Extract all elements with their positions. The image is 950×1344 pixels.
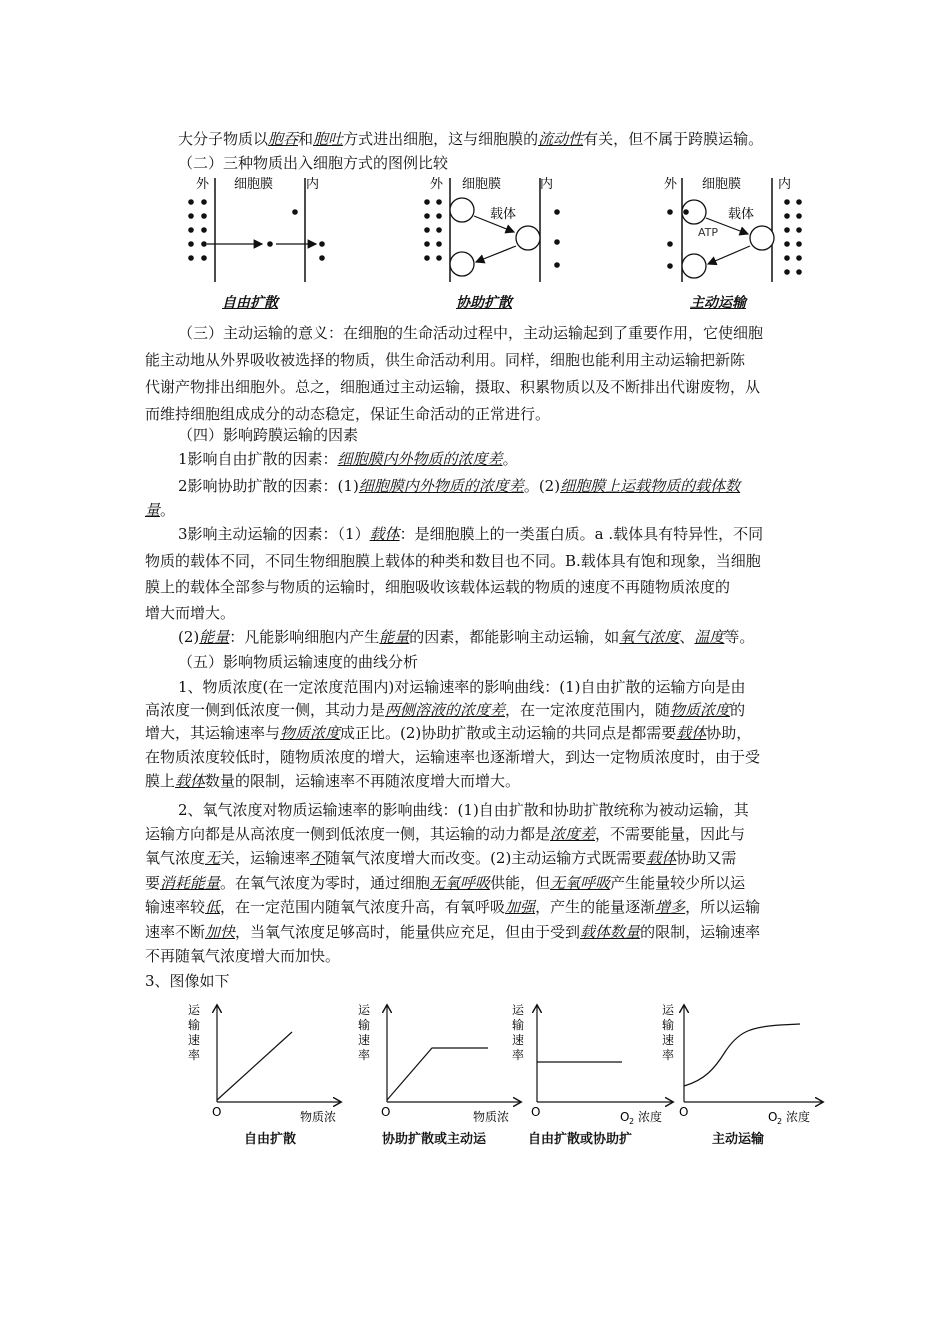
o2-subscript: 2 [777, 1117, 783, 1125]
graph-label-2: 协助扩散或主动运 [382, 1132, 487, 1147]
text: 成正比。(2)协助扩散或主动运输的共同点是都需要 [340, 724, 677, 742]
text: 的因素，都能影响主动运输，如 [409, 628, 620, 646]
text: ，当氧气浓度足够高时，能量供应充足，但由于受到 [235, 923, 581, 941]
y-label: 输 [512, 1018, 525, 1032]
heading-section-2: （二）三种物质出入细胞方式的图例比较 [178, 154, 449, 172]
text: 高浓度一侧到低浓度一侧，其动力是 [145, 701, 386, 719]
origin: O [531, 1105, 541, 1119]
curve2-line2 [145, 824, 745, 844]
text: 氧气浓度 [145, 849, 206, 867]
factor-3-line3: 膜上的载体全部参与物质的运输时，细胞吸收该载体运载的物质的速度不再随物质浓度的 [145, 578, 731, 596]
text: ：是细胞膜上的一类蛋白质。a .载体具有特异性，不同 [399, 525, 764, 543]
free-diffusion-diagram [188, 176, 325, 282]
keyword: 细胞膜内外物质的浓度差 [337, 450, 503, 468]
curve2-line5 [145, 897, 760, 917]
text: 方式进出细胞，这与细胞膜的 [343, 130, 539, 148]
caption-active-transport: 主动运输 [690, 295, 746, 311]
y-label: 运 [512, 1003, 525, 1017]
text: 产生能量较少所以运 [610, 874, 746, 892]
y-label: 率 [662, 1048, 675, 1062]
keyword: 浓度差 [550, 825, 596, 843]
keyword: 载体 [646, 849, 677, 867]
curve1-line4: 在物质浓度较低时，随物质浓度的增大，运输速率也逐渐增大，到达一定物质浓度时，由于受 [145, 748, 761, 766]
o2-symbol: O [620, 1110, 630, 1124]
keyword: 载体 [175, 772, 206, 790]
factor-3-line4: 增大而增大。 [145, 604, 236, 622]
origin: O [679, 1105, 689, 1119]
curve2-line1: 2、氧气浓度对物质运输速率的影响曲线：(1)自由扩散和协助扩散统称为被动运输，其 [178, 801, 749, 819]
heading-section-4: （四）影响跨膜运输的因素 [178, 426, 359, 444]
keyword: 温度 [694, 628, 725, 646]
carrier-label: 载体 [490, 207, 517, 222]
origin: O [381, 1105, 391, 1119]
o2-subscript: 2 [629, 1117, 635, 1125]
text: 的 [730, 701, 746, 719]
y-label: 输 [358, 1018, 371, 1032]
curve2-line3 [145, 848, 736, 868]
y-label: 速 [358, 1033, 371, 1047]
graph-label-3: 自由扩散或协助扩 [528, 1132, 633, 1147]
keyword: 加快 [205, 923, 236, 941]
graph-facilitated-active [358, 1003, 520, 1124]
curve1-line2 [145, 700, 745, 720]
section3-line4: 而维持细胞组成成分的动态稳定，保证生命活动的正常进行。 [145, 405, 551, 423]
graph-passive-o2 [512, 1003, 675, 1125]
text: 。 [502, 450, 518, 468]
section-3-graphs-title: 3、图像如下 [145, 972, 230, 990]
keyword: 量 [145, 501, 161, 519]
text: 输速率较 [145, 898, 206, 916]
text: ，在一定浓度范围内，随 [505, 701, 671, 719]
y-label: 率 [188, 1048, 201, 1062]
x-label: 浓度 [638, 1110, 663, 1124]
text: ，不需要能量，因此与 [595, 825, 746, 843]
transport-comparison-figure [0, 172, 950, 312]
factor-3 [178, 524, 763, 544]
text: ，在一定范围内随氧气浓度升高，有氧呼吸 [220, 898, 506, 916]
caption-free-diffusion: 自由扩散 [222, 295, 278, 311]
curve1-line3 [145, 723, 751, 743]
keyword-endocytosis: 胞吞 [268, 130, 299, 148]
keyword: 物质浓度 [670, 701, 731, 719]
text: 随氧气浓度增大而改变。(2)主动运输方式既需要 [325, 849, 647, 867]
text: 。(2) [523, 477, 561, 495]
keyword: 无氧呼吸 [550, 874, 611, 892]
curve2-line6 [145, 922, 760, 942]
keyword: 无氧呼吸 [430, 874, 491, 892]
rate-graphs-figure [0, 1000, 950, 1125]
text: ，所以运输 [685, 898, 761, 916]
x-label: 物质浓 [473, 1110, 510, 1124]
facilitated-diffusion-diagram [424, 176, 560, 282]
y-label: 输 [662, 1018, 675, 1032]
rate-curve [217, 1032, 292, 1100]
rate-curve [387, 1048, 488, 1100]
text: 的限制，运输速率 [640, 923, 761, 941]
y-label: 运 [188, 1003, 201, 1017]
origin: O [212, 1105, 222, 1119]
text: ：凡能影响细胞内产生 [229, 628, 380, 646]
factor-2-cont [145, 500, 175, 520]
text: 关，运输速率 [220, 849, 311, 867]
keyword: 增多 [655, 898, 686, 916]
y-label: 速 [188, 1033, 201, 1047]
heading-section-5: （五）影响物质运输速度的曲线分析 [178, 653, 419, 671]
keyword: 细胞膜内外物质的浓度差 [358, 477, 524, 495]
text: 要 [145, 874, 161, 892]
y-label: 率 [358, 1048, 371, 1062]
y-label: 运 [662, 1003, 675, 1017]
factor-1 [178, 449, 518, 469]
text: 数量的限制，运输速率不再随浓度增大而增大。 [205, 772, 521, 790]
active-transport-diagram [664, 176, 802, 282]
factor-2 [178, 476, 740, 496]
text: 协助， [706, 724, 752, 742]
keyword: 能量 [199, 628, 230, 646]
text: 有关，但不属于跨膜运输。 [583, 130, 764, 148]
text: 2影响协助扩散的因素：(1) [178, 477, 359, 495]
outside-label: 外 [196, 177, 210, 192]
curve1-line5 [145, 771, 520, 791]
keyword: 无 [205, 849, 221, 867]
graph-label-4: 主动运输 [712, 1132, 765, 1147]
keyword: 低 [205, 898, 221, 916]
keyword: 能量 [379, 628, 410, 646]
text: 、 [679, 628, 695, 646]
y-label: 运 [358, 1003, 371, 1017]
keyword: 加强 [505, 898, 536, 916]
text: 1影响自由扩散的因素： [178, 450, 338, 468]
section3-line3: 代谢产物排出细胞外。总之，细胞通过主动运输，摄取、积累物质以及不断排出代谢废物，从 [145, 378, 761, 396]
keyword: 载体数量 [580, 923, 641, 941]
text: 等。 [724, 628, 755, 646]
keyword: 载体 [676, 724, 707, 742]
section3-line1: （三）主动运输的意义：在细胞的生命活动过程中，主动运输起到了重要作用，它使细胞 [178, 324, 764, 342]
carrier-label: 载体 [728, 207, 755, 222]
text: 。 [160, 501, 176, 519]
text: 增大，其运输速率与 [145, 724, 281, 742]
text: 膜上 [145, 772, 176, 790]
graph-label-1: 自由扩散 [244, 1132, 297, 1147]
text: (2) [178, 628, 200, 646]
text: 供能，但 [490, 874, 551, 892]
outside-label: 外 [430, 177, 444, 192]
carrier-protein [450, 252, 474, 276]
graph-free-diffusion [188, 1003, 340, 1124]
x-label: 浓度 [786, 1110, 811, 1124]
membrane-label: 细胞膜 [462, 177, 502, 192]
membrane-label: 细胞膜 [702, 177, 742, 192]
y-label: 输 [188, 1018, 201, 1032]
curve1-line1: 1、物质浓度(在一定浓度范围内)对运输速率的影响曲线：(1)自由扩散的运输方向是由 [178, 678, 746, 696]
curve2-line7: 不再随氧气浓度增大而加快。 [145, 947, 341, 965]
o2-symbol: O [768, 1110, 778, 1124]
text: 和 [298, 130, 314, 148]
inside-label: 内 [540, 177, 554, 192]
text: 运输方向都是从高浓度一侧到低浓度一侧，其运输的动力都是 [145, 825, 551, 843]
keyword: 物质浓度 [280, 724, 341, 742]
graph-active-o2 [662, 1003, 822, 1125]
inside-label: 内 [778, 177, 792, 192]
factor-3-energy [178, 627, 754, 647]
text: 协助又需 [676, 849, 737, 867]
curve2-line4 [145, 873, 745, 893]
keyword: 消耗能量 [160, 874, 221, 892]
atp-label: ATP [698, 226, 719, 239]
carrier-protein [450, 198, 474, 222]
membrane-label: 细胞膜 [234, 177, 274, 192]
y-label: 率 [512, 1048, 525, 1062]
paragraph-macromolecule [178, 129, 763, 149]
rate-curve [684, 1024, 800, 1086]
y-label: 速 [662, 1033, 675, 1047]
section3-line2: 能主动地从外界吸收被选择的物质，供生命活动利用。同样，细胞也能利用主动运输把新陈 [145, 351, 746, 369]
outside-label: 外 [664, 177, 678, 192]
keyword: 氧气浓度 [619, 628, 680, 646]
keyword-exocytosis: 胞吐 [313, 130, 344, 148]
text: 速率不断 [145, 923, 206, 941]
keyword: 细胞膜上运载物质的载体数 [560, 477, 741, 495]
text: 。在氧气浓度为零时，通过细胞 [220, 874, 431, 892]
inside-label: 内 [306, 177, 320, 192]
keyword: 两侧溶液的浓度差 [385, 701, 506, 719]
caption-facilitated-diffusion: 协助扩散 [456, 295, 512, 311]
text: 3影响主动运输的因素：（1） [178, 525, 370, 543]
carrier-protein [516, 226, 540, 250]
x-label: 物质浓 [300, 1110, 337, 1124]
keyword: 不 [310, 849, 326, 867]
text: 大分子物质以 [178, 130, 269, 148]
keyword: 载体 [369, 525, 400, 543]
factor-3-line2: 物质的载体不同，不同生物细胞膜上载体的种类和数目也不同。B.载体具有饱和现象，当细胞 [145, 552, 761, 570]
y-label: 速 [512, 1033, 525, 1047]
text: ，产生的能量逐渐 [535, 898, 656, 916]
keyword-fluidity: 流动性 [538, 130, 584, 148]
